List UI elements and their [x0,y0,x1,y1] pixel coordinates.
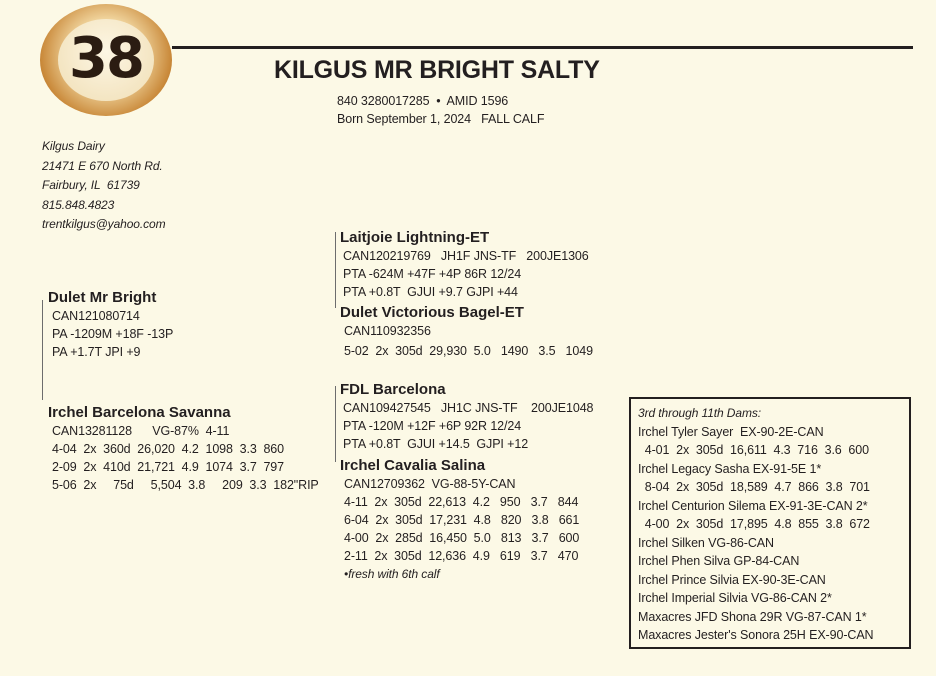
dam-sire-proof-2: PTA +0.8T GJUI +14.5 GJPI +12 [343,437,529,451]
remote-dam-line: Maxacres Jester's Sonora 25H EX-90-CAN [638,628,874,642]
lot-badge-inner [58,19,154,101]
dam-record-1: 4-04 2x 360d 26,020 4.2 1098 3.3 860 [52,442,284,456]
dam-record-3: 5-06 2x 75d 5,504 3.8 209 3.3 182"RIP [52,478,319,492]
remote-dam-line: Irchel Legacy Sasha EX-91-5E 1* [638,461,822,476]
sire-sire-registration: CAN120219769 JH1F JNS-TF 200JE1306 [343,249,589,263]
sire-dam-block [340,303,593,360]
sire-dam-record: 5-02 2x 305d 29,930 5.0 1490 3.5 1049 [344,344,593,358]
lot-number-badge [40,4,172,116]
dam-name: Irchel Barcelona Savanna [48,404,231,421]
registration-line: 840 3280017285 • AMID 1596 [337,94,509,108]
sire-proof-2: PA +1.7T JPI +9 [52,345,141,359]
dam-sire-proof-1: PTA -120M +12F +6P 92R 12/24 [343,419,522,433]
remote-dam-line: Irchel Prince Silvia EX-90-3E-CAN [638,572,826,587]
breeder-street: 21471 E 670 North Rd. [42,158,163,173]
pedigree-bracket-left [42,300,43,400]
remote-dam-line: 4-00 2x 305d 17,895 4.8 855 3.8 672 [638,517,870,531]
sire-name: Dulet Mr Bright [48,289,157,306]
sire-block [48,288,173,361]
sire-registration: CAN121080714 [52,309,140,323]
remote-dam-line: Irchel Centurion Silema EX-91-3E-CAN 2* [638,498,868,513]
pedigree-bracket-dam [335,386,336,462]
dam-dam-record-4: 2-11 2x 305d 12,636 4.9 619 3.7 470 [344,549,579,563]
sire-sire-proof-1: PTA -624M +47F +4P 86R 12/24 [343,267,522,281]
animal-name: KILGUS MR BRIGHT SALTY [274,56,600,84]
sire-sire-name: Laitjoie Lightning-ET [340,229,490,246]
dam-dam-block [340,456,579,583]
dam-dam-record-1: 4-11 2x 305d 22,613 4.2 950 3.7 844 [344,495,579,509]
remote-dams-box [629,397,911,649]
lot-number: 38 [69,25,143,91]
remote-dam-line: Irchel Tyler Sayer EX-90-2E-CAN [638,424,824,439]
dam-dam-registration: CAN12709362 VG-88-5Y-CAN [344,477,516,491]
dam-sire-registration: CAN109427545 JH1C JNS-TF 200JE1048 [343,401,594,415]
breeder-name: Kilgus Dairy [42,139,105,153]
remote-dam-line: Irchel Silken VG-86-CAN [638,535,774,550]
header-rule [172,46,913,49]
sire-dam-name: Dulet Victorious Bagel-ET [340,304,524,321]
dam-record-2: 2-09 2x 410d 21,721 4.9 1074 3.7 797 [52,460,284,474]
dam-dam-note: •fresh with 6th calf [344,567,440,581]
breeder-contact [42,137,165,235]
dam-sire-name: FDL Barcelona [340,381,446,398]
dam-dam-record-2: 6-04 2x 305d 17,231 4.8 820 3.8 661 [344,513,580,527]
dam-dam-record-3: 4-00 2x 285d 16,450 5.0 813 3.7 600 [344,531,580,545]
dam-block [48,403,319,494]
birth-date-line: Born September 1, 2024 FALL CALF [337,112,545,126]
remote-dam-line: 4-01 2x 305d 16,611 4.3 716 3.6 600 [638,443,869,457]
dam-sire-block [340,380,593,453]
breeder-email: trentkilgus@yahoo.com [42,217,166,231]
breeder-phone: 815.848.4823 [42,197,115,212]
dam-dam-name: Irchel Cavalia Salina [340,457,486,474]
remote-dam-line: 8-04 2x 305d 18,589 4.7 866 3.8 701 [638,480,870,494]
sire-proof-1: PA -1209M +18F -13P [52,327,174,341]
breeder-city: Fairbury, IL 61739 [42,178,140,192]
sire-sire-block [340,228,589,301]
remote-dams-header: 3rd through 11th Dams: [638,406,761,420]
sire-dam-registration: CAN110932356 [344,324,431,338]
remote-dam-line: Maxacres JFD Shona 29R VG-87-CAN 1* [638,609,867,624]
sire-sire-proof-2: PTA +0.8T GJUI +9.7 GJPI +44 [343,285,518,299]
pedigree-bracket-sire [335,232,336,308]
remote-dam-line: Irchel Phen Silva GP-84-CAN [638,554,800,568]
remote-dam-line: Irchel Imperial Silvia VG-86-CAN 2* [638,591,832,605]
dam-registration: CAN13281128 VG-87% 4-11 [52,424,230,438]
